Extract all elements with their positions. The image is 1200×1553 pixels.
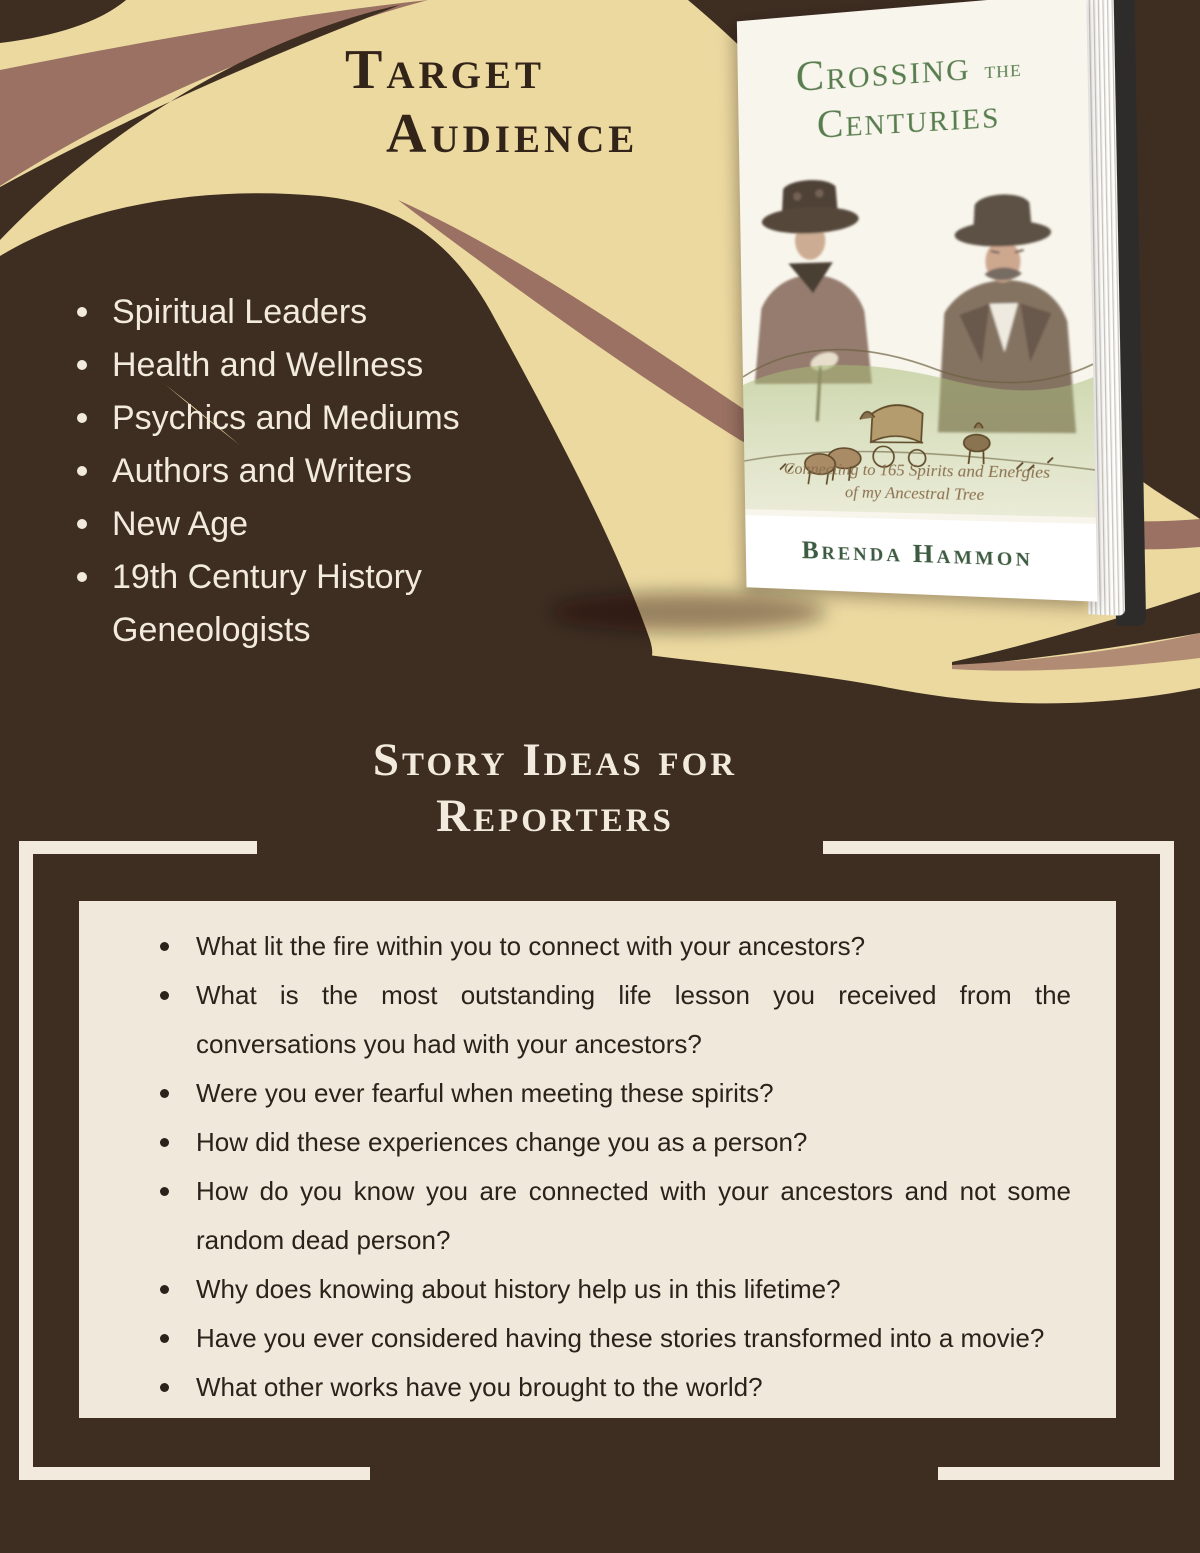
book-author-name: Brenda Hammon: [801, 536, 1034, 573]
question-list-item: What is the most outstanding life lesson you received from the conversations you had with your ancestors?: [196, 971, 1071, 1069]
question-list-item: How do you know you are connected with your ancestors and not some random dead person?: [196, 1167, 1071, 1265]
book-subtitle-line1: Connecting to 165 Spirits and Energies: [783, 460, 1051, 483]
story-ideas-heading: [0, 732, 1110, 844]
book-3d-wrap: [737, 0, 1178, 661]
audience-list-item: Authors and Writers: [75, 445, 535, 498]
audience-list-item: New Age: [75, 498, 535, 551]
book-subtitle-line2: of my Ancestral Tree: [844, 483, 985, 505]
audience-list: [75, 286, 535, 657]
question-list-item: Were you ever fearful when meeting these spirits?: [196, 1069, 1071, 1118]
question-list-item: Have you ever considered having these stories transformed into a movie?: [196, 1314, 1071, 1363]
book-title-the: the: [984, 53, 1023, 84]
target-audience-heading-line1: Target: [345, 39, 546, 101]
book-mockup: [742, 8, 1142, 638]
question-list-item: What lit the fire within you to connect with your ancestors?: [196, 922, 1071, 971]
book-title-line1: Crossing the: [795, 41, 1023, 102]
audience-list-item: Health and Wellness: [75, 339, 535, 392]
frame-bar-bottom-left: [19, 1467, 370, 1480]
frame-bar-right: [1160, 841, 1174, 1480]
question-list-item: Why does knowing about history help us in this lifetime?: [196, 1265, 1071, 1314]
book-front-cover: [737, 0, 1098, 602]
audience-list-item: Psychics and Mediums: [75, 392, 535, 445]
question-list-item: How did these experiences change you as a person?: [196, 1118, 1071, 1167]
target-audience-heading-line2: Audience: [386, 103, 639, 165]
book-author-band: [745, 515, 1097, 602]
story-ideas-heading-line2: Reporters: [436, 790, 674, 842]
story-ideas-heading-line1: Story Ideas for: [372, 734, 738, 786]
frame-bar-bottom-right: [938, 1467, 1174, 1480]
audience-list-item: Spiritual Leaders: [75, 286, 535, 339]
audience-list-item: 19th Century History Geneologists: [75, 551, 535, 657]
book-title-line2: Centuries: [816, 90, 1001, 147]
question-list-item: What other works have you brought to the world?: [196, 1363, 1071, 1412]
frame-bar-left: [19, 841, 33, 1480]
frame-bar-top-left: [19, 841, 257, 854]
book-subtitle: [761, 458, 1077, 509]
book-title: [737, 32, 1088, 151]
questions-panel: [79, 901, 1116, 1418]
frame-bar-top-right: [823, 841, 1174, 854]
question-list: [79, 901, 1116, 1412]
